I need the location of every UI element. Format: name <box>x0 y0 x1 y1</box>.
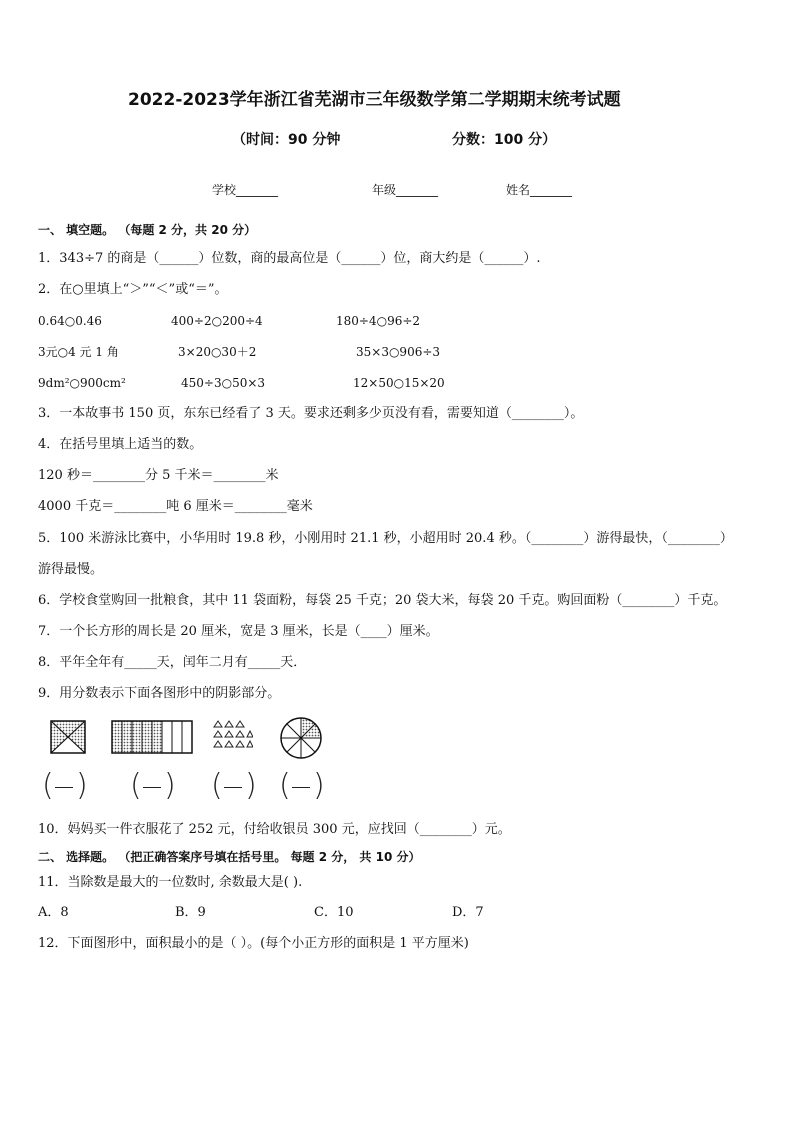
school-field: 学校_______ <box>212 183 279 197</box>
question-3: 3．一本故事书 150 页，东东已经看了 3 天。要求还剩多少页没有看，需要知道（________）。 <box>38 406 584 421</box>
q2-row2-c: 35×3○906÷3 <box>356 345 441 359</box>
section2-heading: 二、 选择题。 （把正确答案序号填在括号里。 每题 2 分， 共 10 分） <box>38 850 421 864</box>
section1-heading: 一、 填空题。 （每题 2 分，共 20 分） <box>38 223 257 237</box>
q2-row2-b: 3×20○30＋2 <box>178 345 257 359</box>
exam-time: （时间：90 分钟 <box>232 132 341 148</box>
q4-row1: 120 秒＝________分 5 千米＝________米 <box>38 468 279 483</box>
grade-field: 年级_______ <box>372 183 439 197</box>
question-9: 9．用分数表示下面各图形中的阴影部分。 <box>38 686 281 701</box>
q11-option-b[interactable]: B．9 <box>175 905 206 920</box>
question-7: 7．一个长方形的周长是 20 厘米，宽是 3 厘米，长是（____）厘米。 <box>38 624 439 639</box>
q11-option-d[interactable]: D．7 <box>452 905 484 920</box>
q2-row1-a: 0.64○0.46 <box>38 314 102 328</box>
figure-striped-rectangle <box>111 720 193 754</box>
q4-row2: 4000 千克＝________吨 6 厘米＝________毫米 <box>38 499 313 514</box>
question-10: 10．妈妈买一件衣服花了 252 元，付给收银员 300 元，应找回（________）元。 <box>38 822 511 837</box>
q2-row1-c: 180÷4○96÷2 <box>336 314 421 328</box>
figure-triangle-grid <box>213 720 253 750</box>
name-field: 姓名_______ <box>506 183 573 197</box>
question-1: 1．343÷7 的商是（______）位数，商的最高位是（______）位，商大约是（______）. <box>38 251 541 266</box>
question-5-line1: 5．100 米游泳比赛中，小华用时 19.8 秒，小刚用时 21.1 秒，小超用时 20.4 秒。（________）游得最快，（________） <box>38 531 733 546</box>
page-title: 2022-2023学年浙江省芜湖市三年级数学第二学期期末统考试题 <box>128 90 621 110</box>
figure-divided-circle <box>278 716 324 760</box>
q2-row2-a: 3元○4 元 1 角 <box>38 345 119 359</box>
q2-row3-c: 12×50○15×20 <box>353 376 445 390</box>
q11-option-c[interactable]: C．10 <box>314 905 354 920</box>
question-2: 2．在○里填上“＞”“＜”或“＝”。 <box>38 282 228 297</box>
exam-score: 分数：100 分） <box>452 132 557 148</box>
question-8: 8．平年全年有_____天，闰年二月有_____天． <box>38 655 307 670</box>
question-4: 4．在括号里填上适当的数。 <box>38 437 203 452</box>
question-6: 6．学校食堂购回一批粮食，其中 11 袋面粉，每袋 25 千克；20 袋大米，每袋 20 千克。购回面粉（________）千克。 <box>38 593 727 608</box>
question-5-line2: 游得最慢。 <box>38 562 104 577</box>
q2-row3-a: 9dm²○900cm² <box>38 376 126 390</box>
q2-row3-b: 450÷3○50×3 <box>181 376 266 390</box>
q11-option-a[interactable]: A．8 <box>38 905 69 920</box>
q2-row1-b: 400÷2○200÷4 <box>171 314 263 328</box>
question-12: 12．下面图形中，面积最小的是（ ）。(每个小正方形的面积是 1 平方厘米) <box>38 936 469 951</box>
figure-crossed-square <box>50 720 86 754</box>
question-11: 11．当除数是最大的一位数时, 余数最大是( ). <box>38 875 303 890</box>
